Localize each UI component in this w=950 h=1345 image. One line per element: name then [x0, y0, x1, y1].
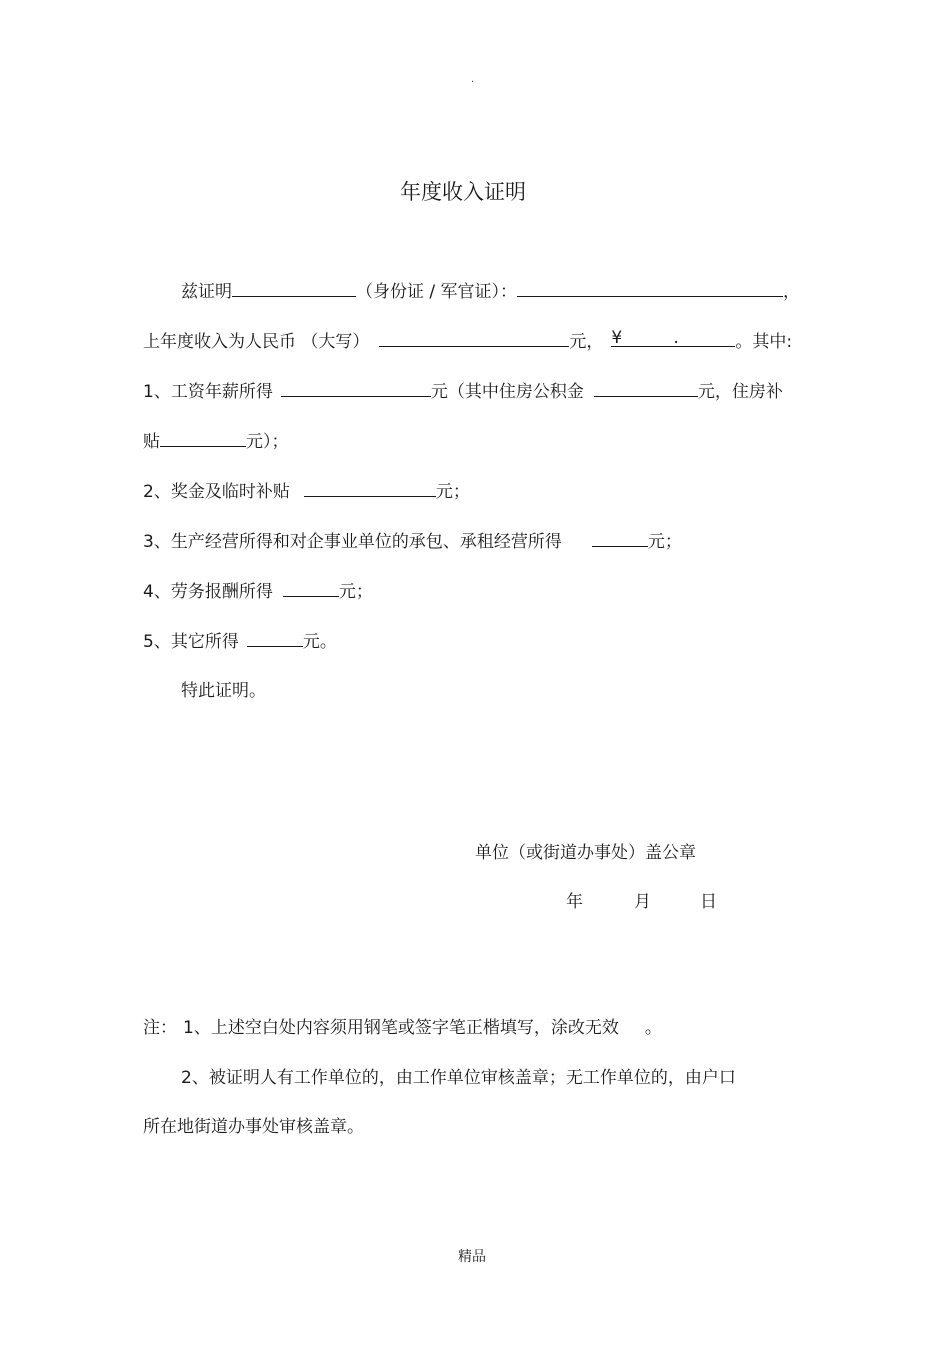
item-labor	[143, 580, 373, 603]
item-business	[143, 530, 682, 553]
closing-text: 特此证明。	[181, 681, 266, 701]
note-1-end: 。	[644, 1018, 662, 1038]
page-title: 年度收入证明	[400, 180, 526, 204]
date-month: 月	[634, 892, 651, 912]
certify-line	[181, 280, 800, 303]
income-suffix: 。其中:	[735, 332, 793, 352]
note-2: 2、被证明人有工作单位的，由工作单位审核盖章；无工作单位的，由户口	[181, 1068, 736, 1088]
certify-prefix: 兹证明	[181, 282, 232, 302]
seal-line: 单位（或街道办事处）盖公章	[475, 843, 696, 863]
item-other	[143, 630, 337, 653]
page-footer: 精品	[458, 1249, 486, 1265]
item-bonus-suffix: 元；	[435, 482, 470, 502]
item-bonus-label: 2、奖金及临时补贴	[143, 482, 290, 502]
note-1-text: 1、上述空白处内容须用钢笔或签字笔正楷填写，涂改无效	[183, 1018, 619, 1038]
item-other-label: 5、其它所得	[143, 632, 239, 652]
date-year: 年	[566, 892, 583, 912]
certify-suffix: ，	[783, 282, 801, 302]
item-salary-cont	[143, 430, 289, 453]
housing-subsidy-blank[interactable]	[160, 430, 246, 447]
salary-blank[interactable]	[281, 380, 431, 397]
item-bonus	[143, 480, 470, 503]
id-label: （身份证 / 军官证）：	[356, 282, 518, 302]
income-total-line	[143, 330, 792, 353]
labor-blank[interactable]	[283, 580, 339, 597]
item-other-suffix: 元。	[302, 632, 337, 652]
income-yuan: 元，	[569, 332, 604, 352]
item-salary-label: 1、工资年薪所得	[143, 382, 273, 402]
item-salary-mid: 元（其中住房公积金	[430, 382, 584, 402]
header-mark: .	[471, 74, 475, 85]
other-blank[interactable]	[247, 630, 303, 647]
id-number-blank[interactable]	[517, 280, 783, 297]
housing-fund-blank[interactable]	[594, 380, 698, 397]
income-total-prefix: 上年度收入为人民币 （大写）	[143, 332, 370, 352]
amount-words-blank[interactable]	[379, 330, 569, 347]
date-day: 日	[700, 892, 717, 912]
name-blank[interactable]	[232, 280, 356, 297]
item-salary	[143, 380, 783, 403]
item-labor-suffix: 元；	[338, 582, 373, 602]
note-1	[143, 1017, 662, 1039]
item-business-label: 3、生产经营所得和对企事业单位的承包、承租经营所得	[143, 532, 562, 552]
yen-sign: ¥	[611, 328, 623, 348]
bonus-blank[interactable]	[304, 480, 436, 497]
item-labor-label: 4、劳务报酬所得	[143, 582, 273, 602]
business-blank[interactable]	[592, 530, 648, 547]
note-2-cont: 所在地街道办事处审核盖章。	[143, 1117, 364, 1137]
amount-number-blank[interactable]	[611, 330, 735, 347]
item-salary-cont-suffix: 元）；	[246, 432, 289, 452]
decimal-dot: .	[673, 328, 679, 348]
item-salary-cont-prefix: 贴	[143, 432, 160, 452]
item-salary-mid2: 元，住房补	[697, 382, 783, 402]
note-label: 注：	[143, 1018, 177, 1038]
item-business-suffix: 元；	[647, 532, 682, 552]
